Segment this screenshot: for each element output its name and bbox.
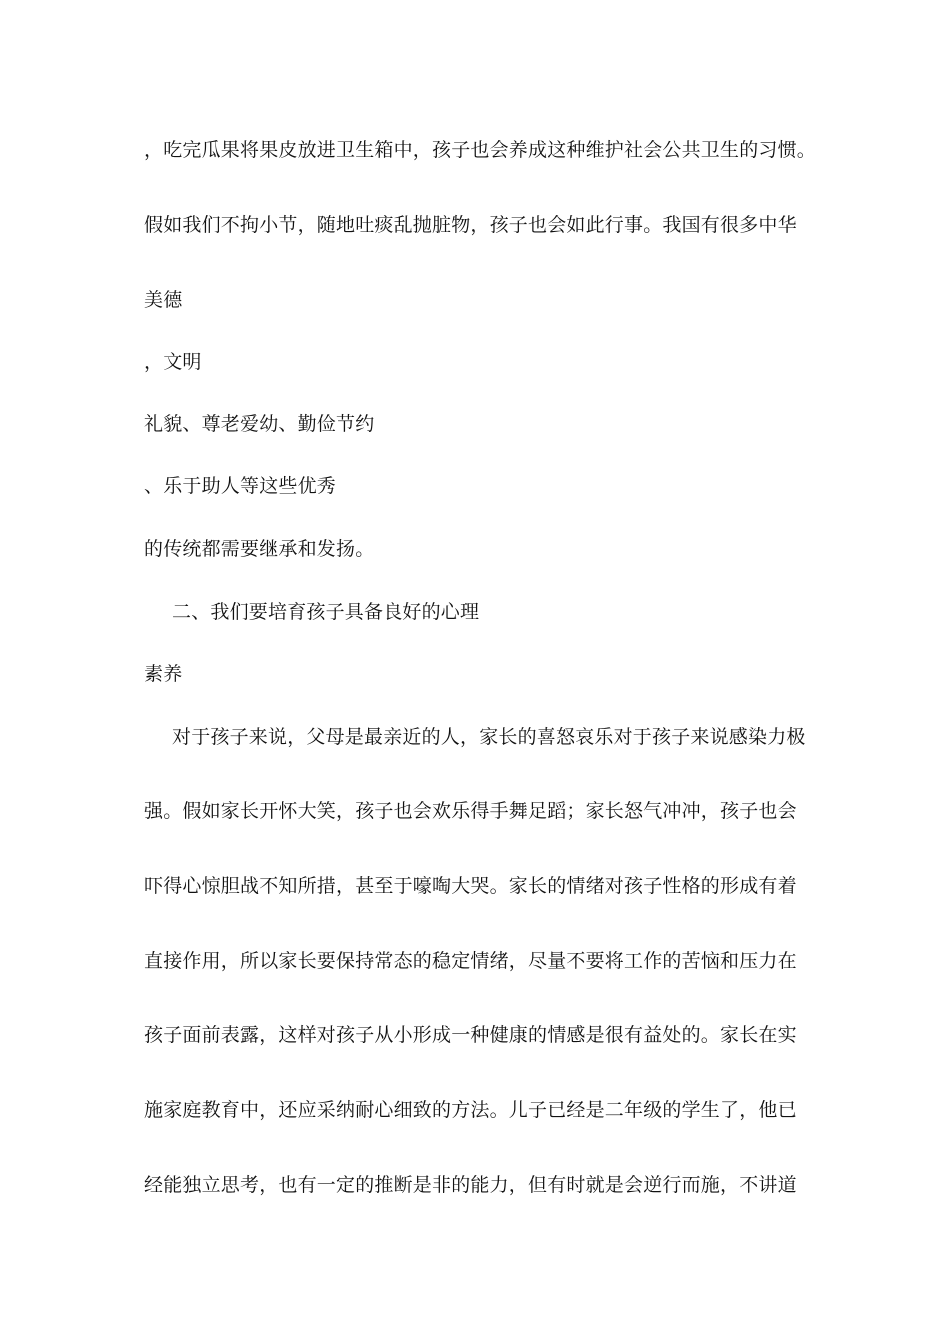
paragraph-line: 强。假如家长开怀大笑，孩子也会欢乐得手舞足蹈；家长怒气冲冲，孩子也会 <box>144 800 797 822</box>
section-heading-continued: 素养 <box>144 663 183 685</box>
paragraph-line: 礼貌、尊老爱幼、勤俭节约 <box>144 413 375 435</box>
paragraph-line: 美德 <box>144 289 183 311</box>
paragraph-line: 施家庭教育中，还应采纳耐心细致的方法。儿子已经是二年级的学生了，他已 <box>144 1099 797 1121</box>
paragraph-line: 假如我们不拘小节，随地吐痰乱抛脏物，孩子也会如此行事。我国有很多中华 <box>144 214 797 236</box>
paragraph-line: 经能独立思考，也有一定的推断是非的能力，但有时就是会逆行而施，不讲道 <box>144 1174 797 1196</box>
section-heading: 二、我们要培育孩子具备良好的心理 <box>172 601 480 623</box>
paragraph-line: 直接作用，所以家长要保持常态的稳定情绪，尽量不要将工作的苦恼和压力在 <box>144 950 797 972</box>
paragraph-line: 吓得心惊胆战不知所措，甚至于嚎啕大哭。家长的情绪对孩子性格的形成有着 <box>144 875 797 897</box>
paragraph-line: ，文明 <box>144 351 202 373</box>
paragraph-line: 对于孩子来说，父母是最亲近的人，家长的喜怒哀乐对于孩子来说感染力极 <box>172 726 806 748</box>
paragraph-line: 的传统都需要继承和发扬。 <box>144 538 375 560</box>
paragraph-line: ，吃完瓜果将果皮放进卫生箱中，孩子也会养成这种维护社会公共卫生的习惯。 <box>144 139 817 161</box>
paragraph-line: 、乐于助人等这些优秀 <box>144 475 337 497</box>
paragraph-line: 孩子面前表露，这样对孩子从小形成一种健康的情感是很有益处的。家长在实 <box>144 1024 797 1046</box>
